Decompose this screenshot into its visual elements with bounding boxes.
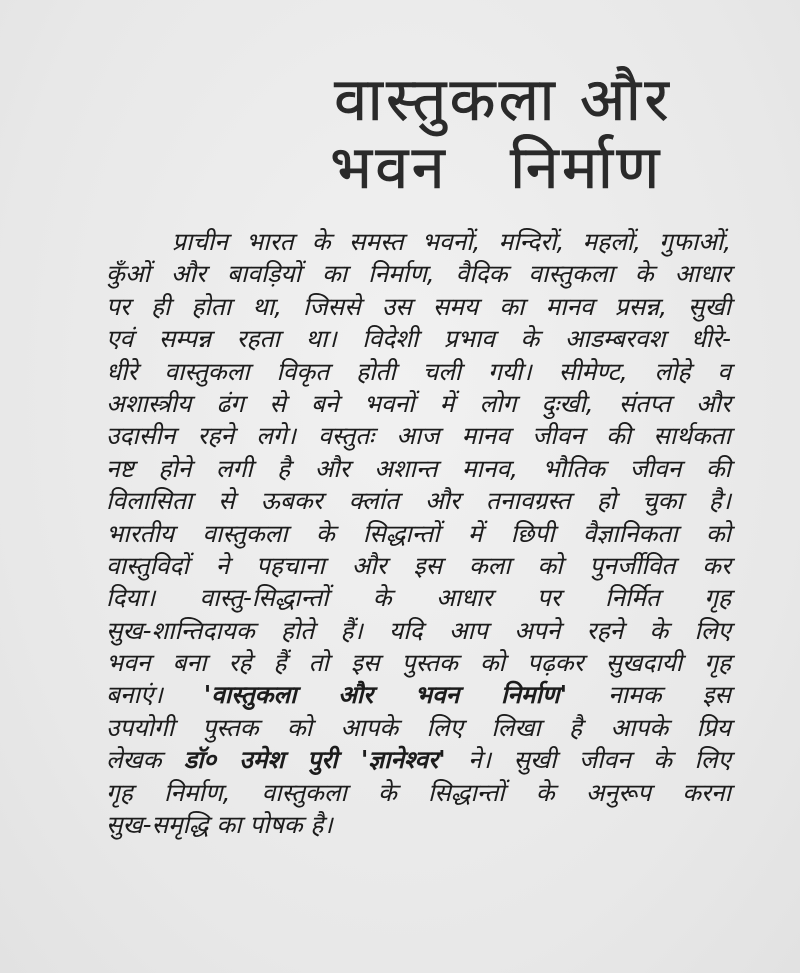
author-name-emphasis: डॉ० उमेश पुरी 'ज्ञानेश्वर' xyxy=(183,745,446,775)
title-line-2: भवन निर्माण xyxy=(330,133,663,203)
title-line-1: वास्तुकला और xyxy=(334,65,672,135)
paragraph-line: एवं सम्पन्न रहता था। विदेशी प्रभाव के आडम्बरवश धीरे- xyxy=(106,324,731,354)
paragraph-line: उपयोगी पुस्तक को आपके लिए लिखा है आपके प्रिय xyxy=(106,712,731,742)
paragraph-line-author xyxy=(106,744,731,776)
line-text: लेखक xyxy=(106,745,184,775)
paragraph-line: प्राचीन भारत के समस्त भवनों, मन्दिरों, महलों, गुफाओं, xyxy=(172,227,731,256)
book-title xyxy=(330,66,750,202)
book-name-emphasis: 'वास्तुकला और भवन निर्माण' xyxy=(203,680,568,710)
paragraph-line: उदासीन रहने लगे। वस्तुतः आज मानव जीवन की सार्थकता xyxy=(106,421,731,451)
paragraph-line: भारतीय वास्तुकला के सिद्धान्तों में छिपी वैज्ञानिकता को xyxy=(106,518,731,548)
description-paragraph xyxy=(106,226,731,841)
line-text: बनाएं। xyxy=(106,680,204,710)
paragraph-line: पर ही होता था, जिससे उस समय का मानव प्रसन्न, सुखी xyxy=(106,291,731,321)
paragraph-line-last: सुख-समृद्धि का पोषक है। xyxy=(106,810,333,840)
paragraph-line: अशास्त्रीय ढंग से बने भवनों में लोग दुःखी, संतप्त और xyxy=(106,388,731,418)
paragraph-line-book-name xyxy=(106,679,731,711)
line-text: ने। सुखी जीवन के लिए xyxy=(445,745,731,775)
paragraph-line: भवन बना रहे हैं तो इस पुस्तक को पढ़कर सुखदायी गृह xyxy=(106,648,731,678)
paragraph-line: नष्ट होने लगी है और अशान्त मानव, भौतिक जीवन की xyxy=(106,453,731,483)
paragraph-line: धीरे वास्तुकला विकृत होती चली गयी। सीमेण्ट, लोहे व xyxy=(106,356,731,386)
line-text: नामक इस xyxy=(567,680,731,710)
paragraph-line: विलासिता से ऊबकर क्लांत और तनावग्रस्त हो चुका है। xyxy=(106,486,731,516)
paragraph-line: कुँओं और बावड़ियों का निर्माण, वैदिक वास्तुकला के आधार xyxy=(106,259,731,289)
paragraph-line: वास्तुविदों ने पहचाना और इस कला को पुनर्जीवित कर xyxy=(106,550,731,580)
paragraph-line: सुख-शान्तिदायक होते हैं। यदि आप अपने रहने के लिए xyxy=(106,615,731,645)
paragraph-line: दिया। वास्तु-सिद्धान्तों के आधार पर निर्मित गृह xyxy=(106,583,731,613)
paragraph-line: गृह निर्माण, वास्तुकला के सिद्धान्तों के अनुरूप करना xyxy=(106,777,731,807)
